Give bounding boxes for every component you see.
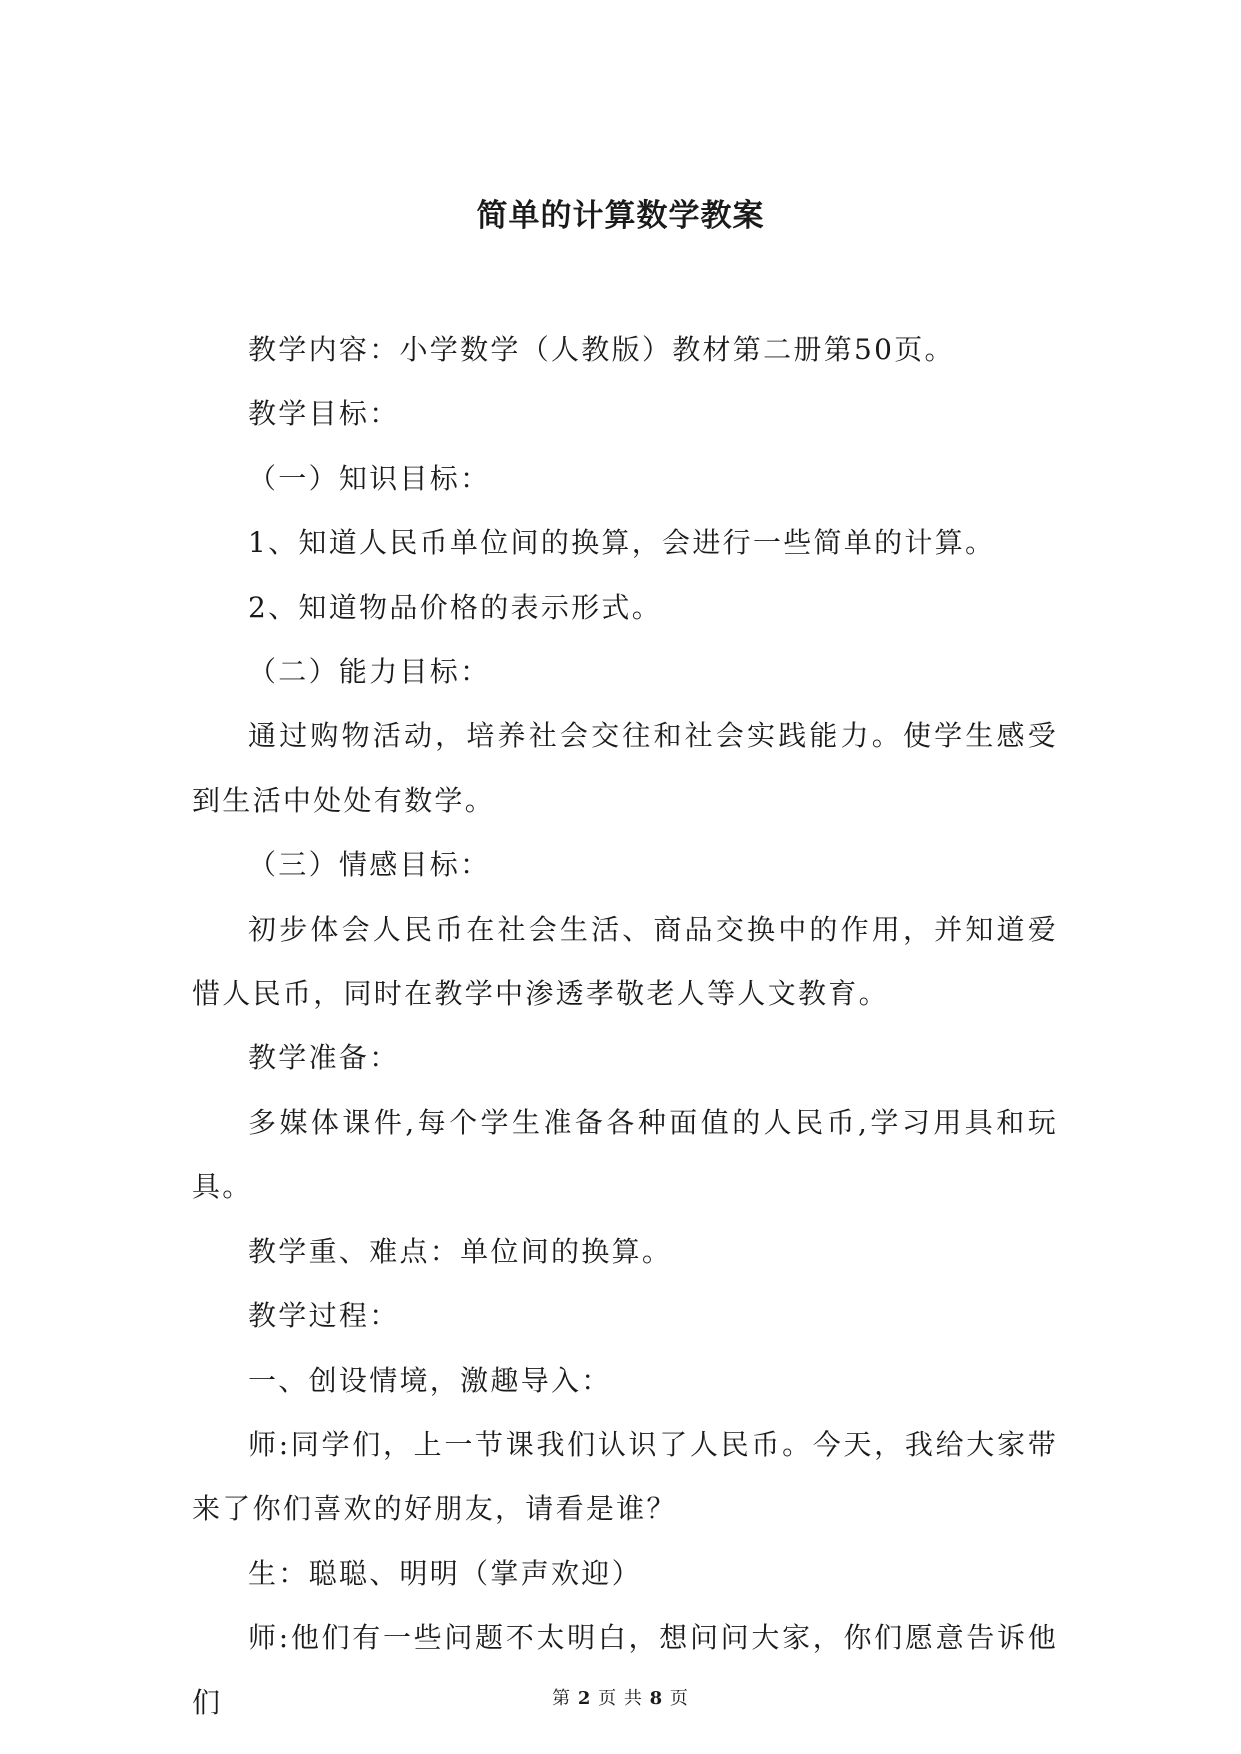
footer-prefix: 第 xyxy=(552,1688,572,1709)
page-footer xyxy=(0,1684,1241,1710)
paragraph: 教学过程： xyxy=(248,1299,400,1333)
document-body xyxy=(192,318,1058,1735)
paragraph: 师:同学们，上一节课我们认识了人民币。今天，我给大家带来了你们喜欢的好朋友，请看是谁？ xyxy=(192,1427,1058,1526)
paragraph: （二）能力目标： xyxy=(248,655,491,689)
footer-suffix: 页 xyxy=(669,1688,689,1709)
paragraph: （三）情感目标： xyxy=(248,848,491,882)
paragraph: 教学内容：小学数学（人教版）教材第二册第50页。 xyxy=(248,333,955,366)
paragraph: 2、知道物品价格的表示形式。 xyxy=(248,590,663,624)
paragraph: 1、知道人民币单位间的换算，会进行一些简单的计算。 xyxy=(248,526,996,560)
paragraph: 生：聪聪、明明（掌声欢迎） xyxy=(248,1556,642,1590)
footer-middle: 页 共 xyxy=(598,1688,643,1709)
paragraph: （一）知识目标： xyxy=(248,461,491,495)
paragraph: 多媒体课件,每个学生准备各种面值的人民币,学习用具和玩具。 xyxy=(192,1105,1058,1204)
paragraph: 通过购物活动，培养社会交往和社会实践能力。使学生感受到生活中处处有数学。 xyxy=(192,719,1058,817)
paragraph: 教学准备： xyxy=(248,1041,400,1075)
paragraph: 师:他们有一些问题不太明白，想问问大家，你们愿意告诉他们 xyxy=(192,1621,1058,1719)
paragraph: 初步体会人民币在社会生活、商品交换中的作用，并知道爱惜人民币，同时在教学中渗透孝敬老人等人文教育。 xyxy=(192,912,1058,1011)
paragraph: 教学目标： xyxy=(248,397,400,431)
document-title: 简单的计算数学教案 xyxy=(476,198,765,234)
paragraph: 一、创设情境，激趣导入： xyxy=(248,1363,612,1397)
footer-current-page: 2 xyxy=(577,1688,592,1709)
paragraph: 教学重、难点：单位间的换算。 xyxy=(248,1234,673,1268)
footer-total-pages: 8 xyxy=(649,1688,664,1709)
